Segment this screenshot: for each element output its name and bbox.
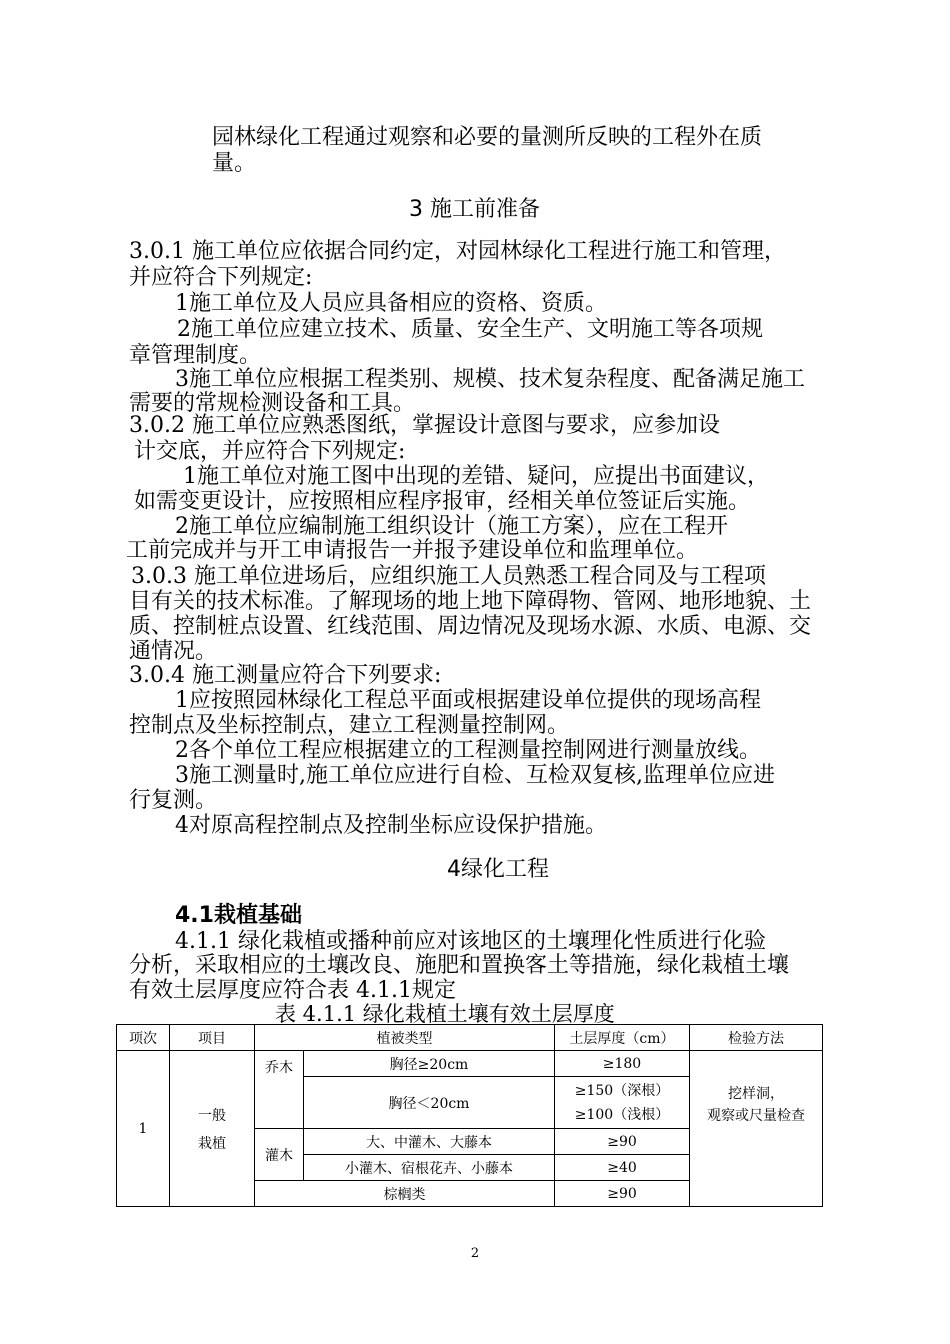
body-line: 3.0.3 施工单位进场后，应组织施工人员熟悉工程合同及与工程项 — [131, 564, 766, 589]
body-line: 4对原高程控制点及控制坐标应设保护措施。 — [175, 813, 607, 838]
section-heading: 4绿化工程 — [447, 857, 549, 882]
table-caption: 表 4.1.1 绿化栽植土壤有效土层厚度 — [275, 1002, 615, 1026]
body-line: 3.0.2 施工单位应熟悉图纸，掌握设计意图与要求，应参加设 — [129, 413, 720, 438]
depth-cell: ≥90 — [555, 1181, 690, 1207]
body-line: 目有关的技术标准。了解现场的地上地下障碍物、管网、地形地貌、土 — [129, 589, 812, 614]
soil-depth-table — [116, 1024, 823, 1207]
body-line: 控制点及坐标控制点，建立工程测量控制网。 — [129, 713, 570, 738]
body-line: 计交底，并应符合下列规定: — [134, 439, 406, 464]
body-line: 行复测。 — [129, 788, 218, 813]
body-line: 1施工单位对施工图中出现的差错、疑问，应提出书面建议， — [183, 464, 769, 489]
page-number: 2 — [470, 1246, 480, 1261]
body-line: 工前完成并与开工申请报告一并报予建设单位和监理单位。 — [126, 538, 699, 563]
vegetation-type-cell: 棕榈类 — [255, 1181, 555, 1207]
body-line: 2施工单位应编制施工组织设计（施工方案），应在工程开 — [175, 514, 728, 539]
vegetation-type-cell: 胸径＜20cm — [304, 1077, 555, 1129]
depth-line: ≥150（深根） — [574, 1082, 670, 1099]
body-line: 章管理制度。 — [129, 343, 262, 368]
depth-cell: ≥90 — [555, 1129, 690, 1155]
body-line: 2施工单位应建立技术、质量、安全生产、文明施工等各项规 — [177, 317, 763, 342]
method-line: 挖样洞， — [728, 1086, 784, 1102]
depth-cell: ≥180 — [555, 1051, 690, 1077]
header-cell: 项目 — [170, 1025, 255, 1051]
tree-category-cell: 乔木 — [255, 1051, 304, 1129]
header-cell: 项次 — [117, 1025, 170, 1051]
body-line: 2各个单位工程应根据建立的工程测量控制网进行测量放线。 — [175, 738, 761, 763]
header-cell: 土层厚度（cm） — [555, 1025, 690, 1051]
table-header-row — [117, 1025, 823, 1051]
body-line: 如需变更设计，应按照相应程序报审，经相关单位签证后实施。 — [134, 489, 751, 514]
body-line: 量。 — [212, 151, 257, 176]
body-line: 1应按照园林绿化工程总平面或根据建设单位提供的现场高程 — [175, 688, 761, 713]
body-line: 4.1.1 绿化栽植或播种前应对该地区的土壤理化性质进行化验 — [175, 929, 766, 954]
subsection-heading: 4.1栽植基础 — [175, 903, 302, 928]
method-line: 观察或尺量检查 — [707, 1108, 805, 1124]
item-name-line: 栽植 — [198, 1135, 226, 1152]
body-line: 需要的常规检测设备和工具。 — [129, 391, 416, 416]
depth-line: ≥100（浅根） — [574, 1106, 670, 1123]
table-row — [117, 1051, 823, 1077]
header-cell: 检验方法 — [690, 1025, 823, 1051]
body-line: 3施工单位应根据工程类别、规模、技术复杂程度、配备满足施工 — [175, 367, 805, 392]
item-name-cell — [170, 1051, 255, 1207]
item-name-line: 一般 — [198, 1107, 226, 1124]
section-heading: 3 施工前准备 — [409, 197, 540, 222]
body-line: 分析，采取相应的土壤改良、施肥和置换客土等措施，绿化栽植土壤 — [129, 953, 790, 978]
vegetation-type-cell: 小灌木、宿根花卉、小藤本 — [304, 1155, 555, 1181]
body-line: 3施工测量时,施工单位应进行自检、互检双复核,监理单位应进 — [175, 763, 775, 788]
item-number-cell: 1 — [117, 1051, 170, 1207]
body-line: 通情况。 — [129, 639, 218, 664]
body-line: 并应符合下列规定: — [129, 265, 313, 290]
body-line: 3.0.4 施工测量应符合下列要求: — [129, 663, 442, 688]
inspection-method-cell — [690, 1051, 823, 1207]
depth-cell: ≥40 — [555, 1155, 690, 1181]
vegetation-type-cell: 胸径≥20cm — [304, 1051, 555, 1077]
body-line: 3.0.1 施工单位应依据合同约定，对园林绿化工程进行施工和管理， — [129, 239, 786, 264]
body-line: 园林绿化工程通过观察和必要的量测所反映的工程外在质 — [212, 125, 763, 150]
body-line: 1施工单位及人员应具备相应的资格、资质。 — [175, 291, 607, 316]
shrub-category-cell: 灌木 — [255, 1129, 304, 1181]
depth-cell — [555, 1077, 690, 1129]
header-cell: 植被类型 — [255, 1025, 555, 1051]
body-line: 质、控制桩点设置、红线范围、周边情况及现场水源、水质、电源、交 — [129, 614, 812, 639]
body-line: 有效土层厚度应符合表 4.1.1规定 — [129, 978, 456, 1003]
vegetation-type-cell: 大、中灌木、大藤本 — [304, 1129, 555, 1155]
